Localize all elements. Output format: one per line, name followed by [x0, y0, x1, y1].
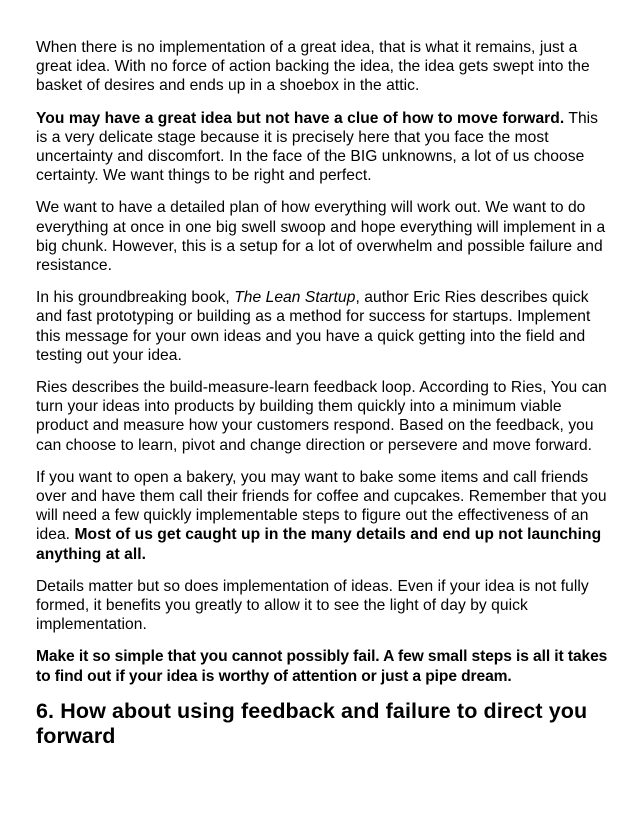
section-heading: 6. How about using feedback and failure to direct you forward	[36, 698, 588, 748]
paragraph-keep-simple: Make it so simple that you cannot possibly fail. A few small steps is all it takes to find out if your idea is worthy of attention or just a pipe dream.	[36, 648, 608, 685]
lean-startup-rest: , author Eric Ries describes quick and fast prototyping or building as a method for success for startups. Implement this message for your own ideas and you have a quick getting into the field and testing out your idea.	[36, 289, 591, 364]
paragraph-great-idea	[36, 109, 608, 186]
lean-startup-intro: In his groundbreaking book,	[36, 289, 235, 307]
bakery-bold-text: Most of us get caught up in the many details and end up not launching anything at all.	[36, 526, 602, 563]
paragraph-implementation: When there is no implementation of a great idea, that is what it remains, just a great idea. With no force of action backing the idea, the idea gets swept into the basket of desires and ends up in a shoebox in the attic.	[36, 39, 590, 95]
paragraph-great-idea-rest: This is a very delicate stage because it is precisely here that you face the most uncertainty and discomfort. In the face of the BIG unknowns, a lot of us choose certainty. We want things to be right and perfect.	[36, 109, 599, 185]
paragraph-bakery	[36, 468, 608, 564]
bold-lead-sentence: You may have a great idea but not have a clue of how to move forward.	[36, 109, 565, 127]
bakery-text: If you want to open a bakery, you may want to bake some items and call friends over and have them call their friends for coffee and cupcakes. Remember that you will need a few quickly implementable steps to figure out the effectiveness of an idea.	[36, 468, 607, 544]
paragraph-feedback-loop: Ries describes the build-measure-learn feedback loop. According to Ries, You can turn your ideas into products by building them quickly into a minimum viable product and measure how your customers respond. Based on the feedback, you can choose to learn, pivot and change direction or persevere and move forward.	[36, 379, 607, 454]
book-title: The Lean Startup	[234, 289, 356, 307]
paragraph-detailed-plan: We want to have a detailed plan of how everything will work out. We want to do everything at once in one big swell swoop and hope everything will implement in a big chunk. However, this is a setup for a lot of overwhelm and possible failure and resistance.	[36, 199, 606, 275]
paragraph-details-matter: Details matter but so does implementation of ideas. Even if your idea is not fully formed, it benefits you greatly to allow it to see the light of day by quick implementation.	[36, 577, 589, 634]
paragraph-lean-startup	[36, 288, 608, 365]
